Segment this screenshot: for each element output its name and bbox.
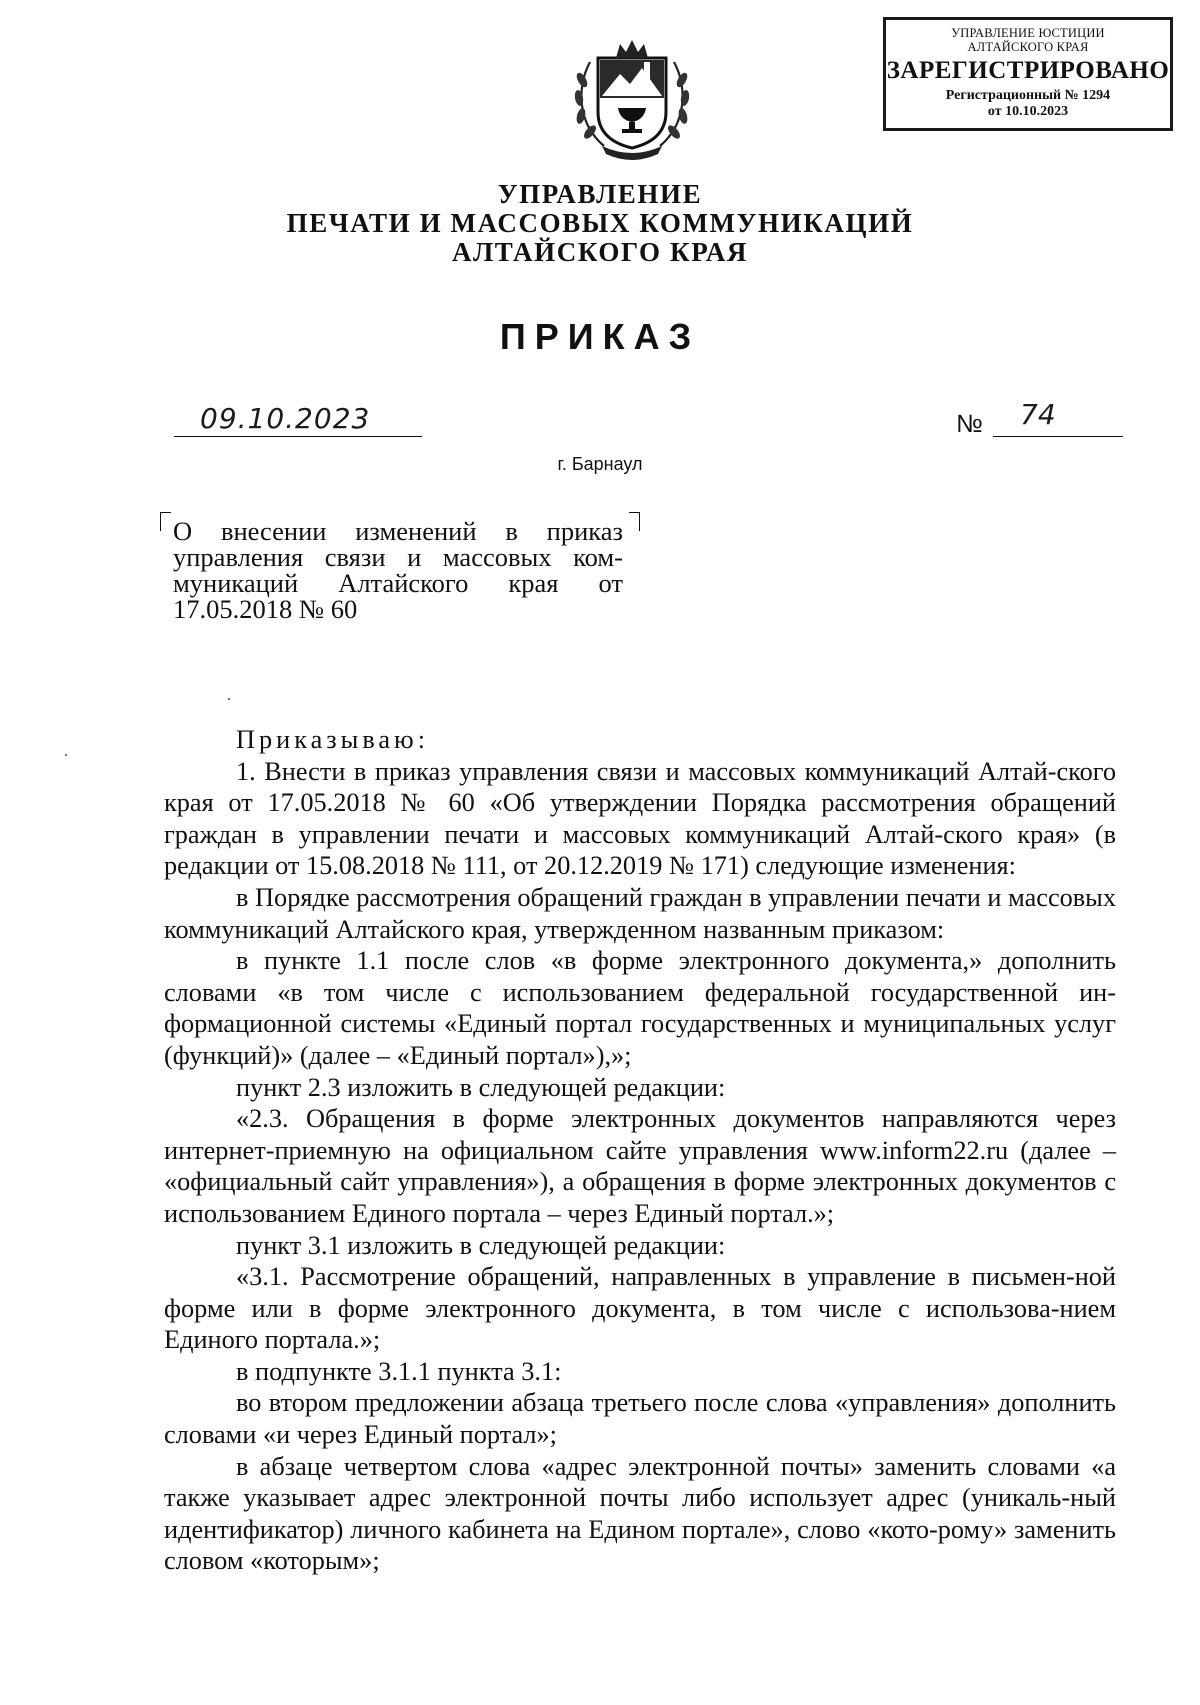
order-date: 09.10.2023 <box>200 402 371 435</box>
stamp-reg-date: от 10.10.2023 <box>987 104 1069 119</box>
issuer-header <box>0 180 1200 267</box>
stamp-reg-number: Регистрационный № 1294 <box>945 88 1111 103</box>
body-paragraph: во втором предложении абзаца третьего после слова «управления» дополнить словами «и через Единый портал»; <box>164 1388 1116 1450</box>
stamp-org <box>886 26 1170 54</box>
body-paragraph: «2.3. Обращения в форме электронных документов направляются через интернет-приемную на официальном сайте управления www.inform22.ru (далее – «официальный сайт управления»), а обращения в форме электронных документов с использованием Единого портала – через Единый портал.»; <box>164 1104 1116 1228</box>
document-title: ПРИКАЗ <box>499 316 701 357</box>
order-word-paragraph <box>164 724 1116 756</box>
body-paragraph: в пункте 1.1 после слов «в форме электронного документа,» дополнить словами «в том числе с использованием федеральной государственной ин-формационной системы «Единый портал государственных и муниципальных услуг (функций)» (далее – «Единый портал»),»; <box>164 946 1116 1070</box>
stamp-org-line2: АЛТАЙСКОГО КРАЯ <box>967 40 1089 54</box>
subject-corner-right <box>629 512 640 531</box>
subject-corner-left <box>160 512 171 531</box>
scan-speck <box>65 754 67 756</box>
order-word: Приказываю: <box>236 725 430 754</box>
order-body <box>164 724 1116 1577</box>
issuer-line3: АЛТАЙСКОГО КРАЯ <box>451 237 749 267</box>
stamp-status: ЗАРЕГИСТРИРОВАНО <box>886 57 1170 84</box>
scan-speck <box>228 698 230 700</box>
date-underline <box>174 436 422 437</box>
body-paragraph: в абзаце четвертом слова «адрес электронной почты» заменить словами «а также указывает адрес электронной почты либо использует адрес (уникаль-ный идентификатор) личного кабинета на Едином портале», слово «кото-рому» заменить словом «которым»; <box>164 1451 1116 1576</box>
order-number-sign: № <box>956 410 983 438</box>
body-paragraph: пункт 3.1 изложить в следующей редакции: <box>236 1230 726 1260</box>
registration-stamp <box>883 17 1173 131</box>
order-subject: О внесении изменений в приказ управления связи и массовых ком-муникаций Алтайского края от 17.05.2018 № 60 <box>173 516 623 624</box>
body-paragraph: в подпункте 3.1.1 пункта 3.1: <box>236 1356 562 1386</box>
body-paragraph: пункт 2.3 изложить в следующей редакции: <box>236 1072 726 1102</box>
issuer-line1: УПРАВЛЕНИЕ <box>497 179 703 209</box>
body-paragraph: в Порядке рассмотрения обращений граждан в управлении печати и массовых коммуникаций Алтайского края, утвержденном названным приказом: <box>164 882 1116 944</box>
altai-krai-coat-of-arms-icon <box>568 28 696 164</box>
body-paragraph: «3.1. Рассмотрение обращений, направленных в управление в письмен-ной форме или в форме электронного документа, в том числе с использова-нием Единого портала.»; <box>164 1262 1116 1355</box>
order-number: 74 <box>1020 398 1056 431</box>
issuer-line2: ПЕЧАТИ И МАССОВЫХ КОММУНИКАЦИЙ <box>286 208 914 238</box>
order-city: г. Барнаул <box>557 454 643 474</box>
body-paragraph: 1. Внести в приказ управления связи и массовых коммуникаций Алтай-ского края от 17.05.2018 № 60 «Об утверждении Порядка рассмотрения обращений граждан в управлении печати и массовых коммуникаций Алтай-ского края» (в редакции от 15.08.2018 № 111, от 20.12.2019 № 171) следующие изменения: <box>164 756 1116 881</box>
number-underline <box>993 436 1123 437</box>
subject-block <box>160 512 640 632</box>
stamp-org-line1: УПРАВЛЕНИЕ ЮСТИЦИИ <box>951 26 1105 40</box>
